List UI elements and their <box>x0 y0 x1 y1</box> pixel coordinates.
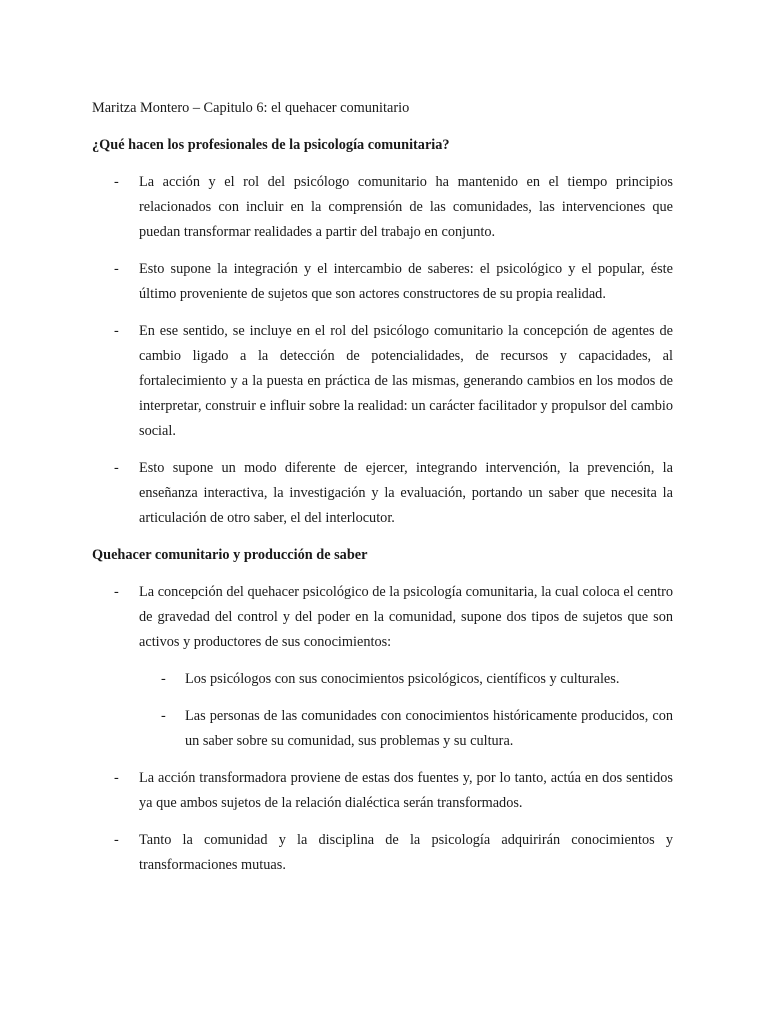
section2-bullet-list <box>92 580 673 878</box>
sub-list-item: - Las personas de las comunidades con conocimientos históricamente producidos, con un saber sobre su comunidad, sus problemas y su cultura. <box>139 704 673 754</box>
document-page <box>92 96 673 890</box>
list-item: - Esto supone un modo diferente de ejercer, integrando intervención, la prevención, la enseñanza interactiva, la investigación y la evaluación, portando un saber que necesita la articulación de otro saber, el del interlocutor. <box>92 456 673 531</box>
list-item <box>92 580 673 754</box>
list-item-text: La concepción del quehacer psicológico de la psicología comunitaria, la cual coloca el centro de gravedad del control y del poder en la comunidad, supone dos tipos de sujetos que son activos y productores de sus conocimientos: <box>139 584 673 650</box>
section1-bullet-list <box>92 170 673 531</box>
list-item: - Esto supone la integración y el intercambio de saberes: el psicológico y el popular, éste último proveniente de sujetos que son actores constructores de su propia realidad. <box>92 257 673 307</box>
document-title: Maritza Montero – Capitulo 6: el quehacer comunitario <box>92 100 410 116</box>
sub-bullet-list <box>139 667 673 754</box>
section-heading-quehacer: Quehacer comunitario y producción de saber <box>92 547 368 563</box>
list-item: - La acción transformadora proviene de estas dos fuentes y, por lo tanto, actúa en dos sentidos ya que ambos sujetos de la relación dialéctica serán transformados. <box>92 766 673 816</box>
list-item: - La acción y el rol del psicólogo comunitario ha mantenido en el tiempo principios relacionados con incluir en la comprensión de las comunidades, las intervenciones que puedan transformar realidades a partir del trabajo en conjunto. <box>92 170 673 245</box>
section-heading-profesionales: ¿Qué hacen los profesionales de la psicología comunitaria? <box>92 137 450 153</box>
list-item: - Tanto la comunidad y la disciplina de la psicología adquirirán conocimientos y transformaciones mutuas. <box>92 828 673 878</box>
list-item: - En ese sentido, se incluye en el rol del psicólogo comunitario la concepción de agentes de cambio ligado a la detección de potencialidades, de recursos y capacidades, al fortalecimiento y a la puesta en práctica de las mismas, generando cambios en los modos de interpretar, construir e influir sobre la realidad: un carácter facilitador y propulsor del cambio social. <box>92 319 673 444</box>
sub-list-item: - Los psicólogos con sus conocimientos psicológicos, científicos y culturales. <box>139 667 673 692</box>
